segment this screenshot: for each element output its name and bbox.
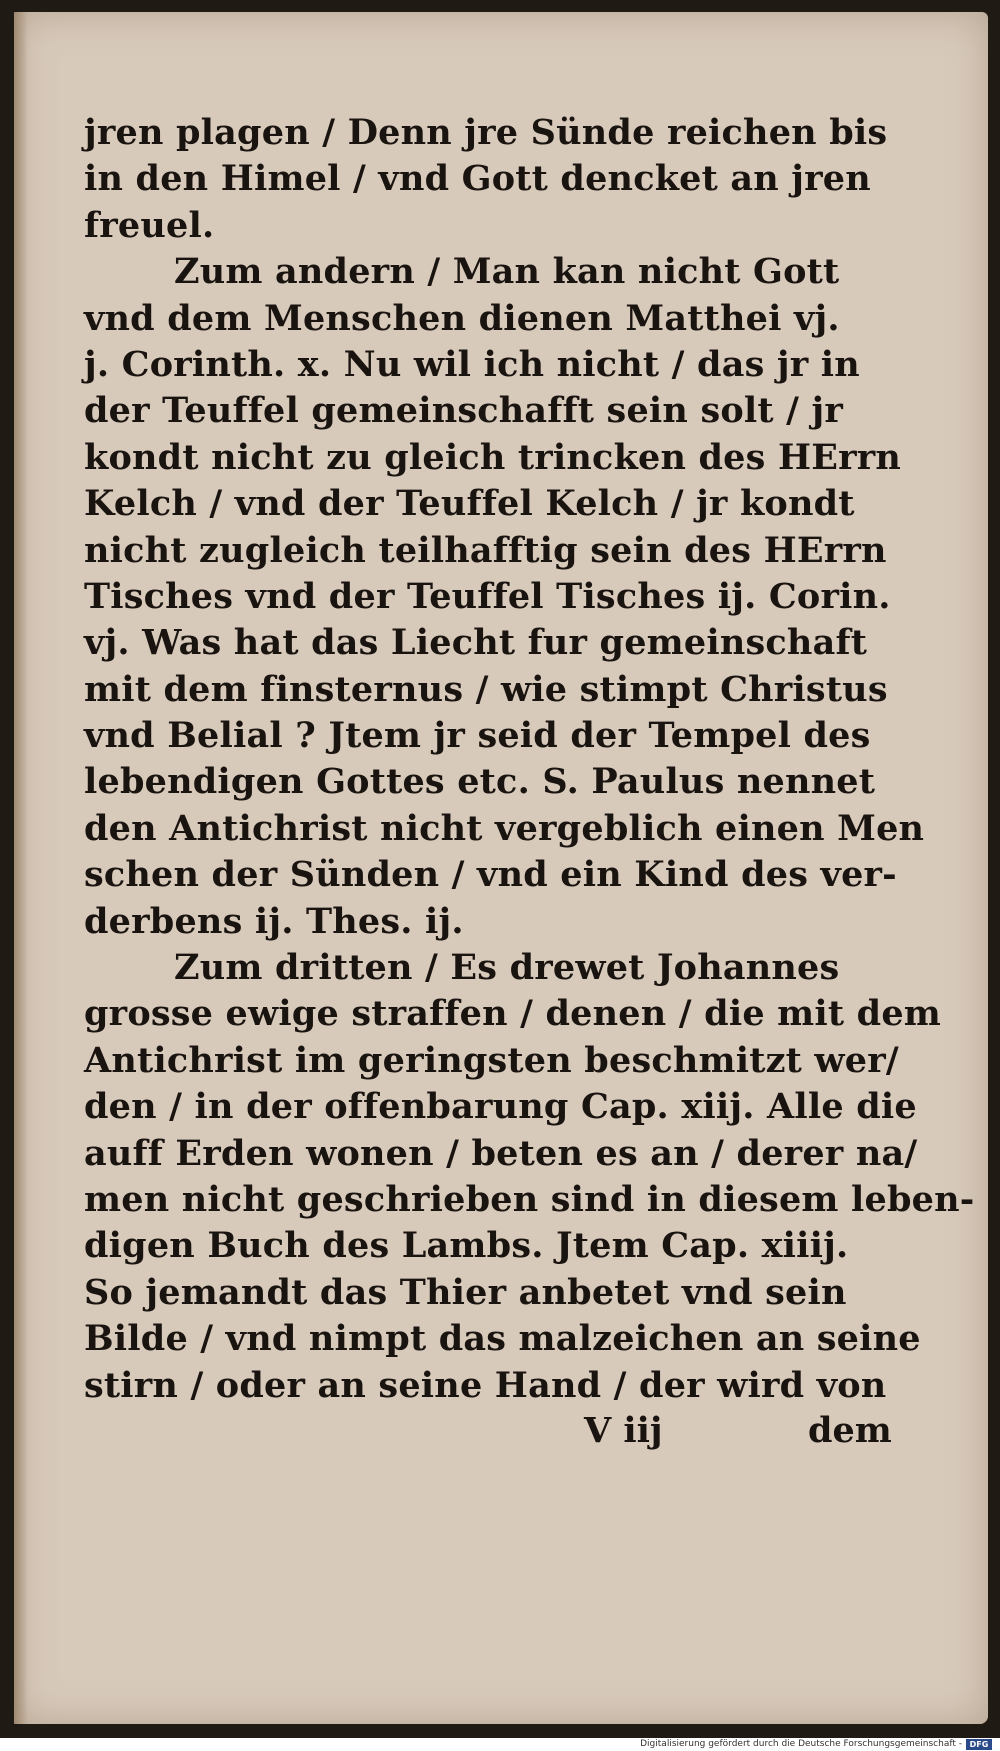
text-line: mit dem finsternus / wie stimpt Christus [84,668,888,710]
text-line: schen der Sünden / vnd ein Kind des ver- [84,854,897,896]
text-line: nicht zugleich teilhafftig sein des HErrn [84,529,887,571]
page-gutter-shadow [14,12,28,1724]
text-line: jren plagen / Denn jre Sünde reichen bis [84,112,888,153]
credit-text: Digitalisierung gefördert durch die Deutsche Forschungsgemeinschaft - [640,1739,962,1749]
text-line: den / in der offenbarung Cap. xiij. Alle die [84,1086,917,1128]
text-line: lebendigen Gottes etc. S. Paulus nennet [84,761,876,803]
catchword: dem [808,1410,892,1451]
dfg-logo: DFG [966,1739,992,1750]
signature-mark: V iij [584,1410,663,1451]
text-line: Zum dritten / Es drewet Johannes [174,947,840,989]
digitization-credit-bar [0,1738,1000,1751]
text-line: grosse ewige straffen / denen / die mit dem [84,993,942,1035]
text-line: in den Himel / vnd Gott dencket an jren [84,158,871,200]
text-line: Bilde / vnd nimpt das malzeichen an seine [84,1318,921,1360]
text-line: vnd dem Menschen dienen Matthei vj. [84,297,840,339]
text-line: stirn / oder an seine Hand / der wird von [84,1364,887,1406]
text-line: men nicht geschrieben sind in diesem leben- [84,1178,975,1220]
text-line: digen Buch des Lambs. Jtem Cap. xiiij. [84,1225,849,1267]
text-line: freuel. [84,204,215,246]
text-line: Kelch / vnd der Teuffel Kelch / jr kondt [84,483,855,525]
text-line: kondt nicht zu gleich trincken des HErrn [84,436,902,478]
text-line: vnd Belial ? Jtem jr seid der Tempel des [84,715,871,757]
text-line: j. Corinth. x. Nu wil ich nicht / das jr in [84,343,860,385]
text-line: den Antichrist nicht vergeblich einen Men [84,807,925,849]
page-footer [0,1410,1000,1460]
text-line: auff Erden wonen / beten es an / derer na/ [84,1132,918,1174]
text-line: der Teuffel gemeinschafft sein solt / jr [84,390,844,432]
text-line: So jemandt das Thier anbetet vnd sein [84,1271,847,1313]
text-line: Zum andern / Man kan nicht Gott [174,251,840,293]
text-line: Antichrist im geringsten beschmitzt wer/ [84,1039,899,1081]
text-line: Tisches vnd der Teuffel Tisches ij. Corin. [84,575,891,617]
text-line: derbens ij. Thes. ij. [84,900,464,942]
body-text [84,110,975,1409]
text-line: vj. Was hat das Liecht fur gemeinschaft [84,622,868,664]
